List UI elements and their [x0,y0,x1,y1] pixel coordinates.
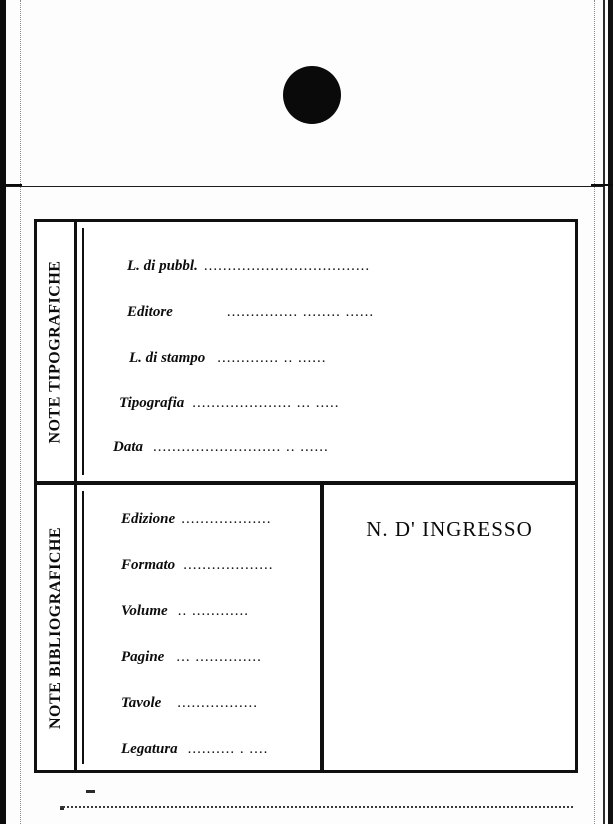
spine-label-note-bibliografiche [37,485,77,770]
page-edge-right-secondary [603,0,605,824]
field-dotted-line: ........................... .. ...... [153,439,329,455]
fold-line [6,186,604,187]
section-note-bibliografiche [37,485,575,770]
field-label: Legatura [121,741,178,757]
inner-rule-top [82,228,84,475]
field-formato[interactable] [121,557,273,574]
pane-numero-ingresso[interactable] [320,485,575,770]
field-edizione[interactable] [121,511,271,528]
field-dotted-line: ............... ........ ...... [226,304,375,320]
fold-tick-left [0,184,22,186]
field-dotted-line: ..................... ... ..... [192,395,340,411]
spine-label-text: NOTE TIPOGRAFICHE [46,260,64,443]
field-dotted-line: ................... [183,557,274,573]
field-dotted-line: ... .............. [176,649,262,665]
guide-line-left [20,0,21,824]
scan-speck [86,790,95,793]
field-dotted-line: ............. .. ...... [217,350,327,366]
page-edge-left [0,0,6,824]
field-dotted-line: .. ............ [177,603,249,619]
guide-line-right [594,0,595,824]
field-label: Editore [127,304,173,320]
fold-tick-right [591,184,613,186]
field-dotted-line: .......... . .... [187,741,269,757]
spine-label-text: NOTE BIBLIOGRAFICHE [46,526,64,729]
field-label: Tipografia [119,395,185,411]
field-l-di-stampo[interactable] [129,350,327,367]
numero-ingresso-title: N. D' INGRESSO [366,517,533,541]
field-editore[interactable] [127,304,374,321]
field-dotted-line: ................... [181,511,272,527]
spine-label-note-tipografiche [37,222,77,481]
field-label: L. di pubbl. [127,258,198,274]
field-dotted-line: ................. [177,695,259,711]
field-label: Data [113,439,143,455]
section-note-tipografiche [37,222,575,485]
catalogue-card [34,219,578,773]
punch-hole-icon [283,66,341,124]
field-label: Formato [121,557,176,573]
inner-rule-bottom [82,491,84,764]
bottom-dotted-rule [60,806,573,808]
field-label: Edizione [121,511,176,527]
field-l-di-pubbl[interactable] [127,258,370,275]
field-label: L. di stampo [129,350,206,366]
field-data[interactable] [113,439,329,456]
field-label: Tavole [121,695,162,711]
field-volume[interactable] [121,603,249,620]
field-list-bibliografiche [89,485,319,770]
field-label: Pagine [121,649,165,665]
field-dotted-line: ................................... [203,258,371,274]
field-tavole[interactable] [121,695,258,712]
field-label: Volume [121,603,168,619]
field-list-tipografiche [89,222,569,481]
page-edge-right [608,0,613,824]
field-tipografia[interactable] [119,395,340,412]
field-pagine[interactable] [121,649,262,666]
field-legatura[interactable] [121,741,268,758]
